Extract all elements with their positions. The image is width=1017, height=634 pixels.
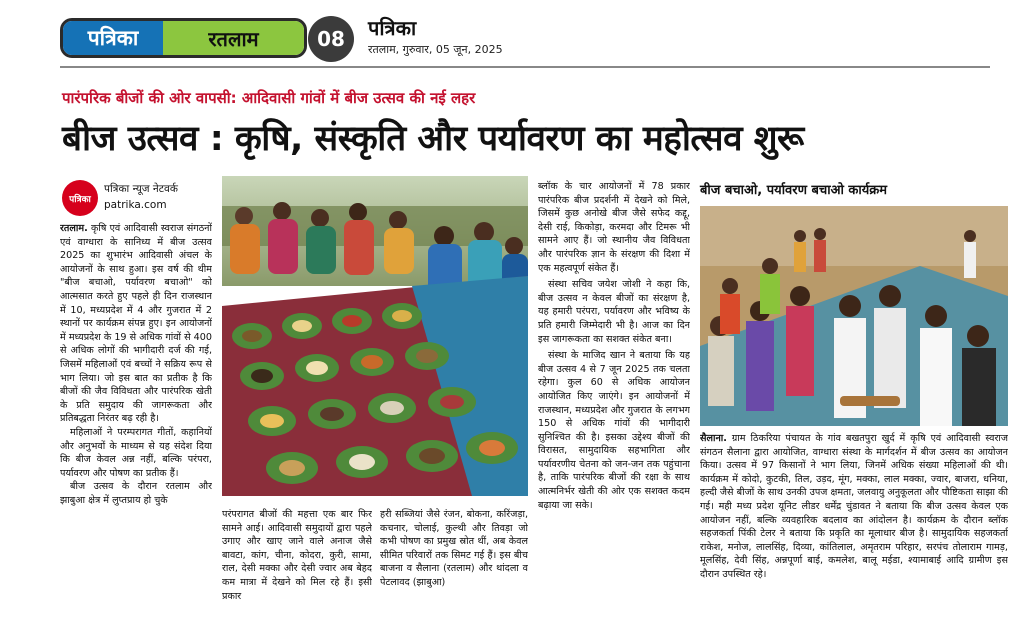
col1-paragraph-3: बीज उत्सव के दौरान रतलाम और झाबुआ क्षेत्र में लुप्तप्राय हो चुके: [60, 481, 212, 506]
photo-story-title: बीज बचाओ, पर्यावरण बचाओ कार्यक्रम: [700, 183, 888, 198]
article-column-1: [60, 222, 212, 632]
article-headline: बीज उत्सव : कृषि, संस्कृति और पर्यावरण का महोत्सव शुरू: [62, 119, 804, 159]
byline-site: patrika.com: [104, 199, 167, 211]
seed-festival-photo-image: [222, 176, 528, 496]
byline-logo: पत्रिका: [62, 180, 98, 216]
col1-dateline: रतलाम.: [60, 223, 88, 234]
col4-paragraph-3: संस्था के माजिद खान ने बताया कि यह बीज उत्सव 4 से 7 जून 2025 तक चलता रहेगा। कुल 60 से अधिक आयोजन आयोजित किए जाएंगे। इन आयोजनों में राजस्थान, मध्यप्रदेश और गुजरात के लगभग 150 से अधिक गांवों की भागीदारी सुनिश्चित की है। इसका उद्देश्य बीजों की विरासत, सामुदायिक सहभागिता और पर्यावरणीय चेतना को जन-जन तक पहुंचाना है, ताकि पारंपरिक बीजों की रक्षा के साथ आत्मनिर्भर खेती की ओर एक सशक्त कदम बढ़ाया जा सके।: [538, 350, 690, 511]
dateline: रतलाम, गुरुवार, 05 जून, 2025: [368, 43, 503, 56]
caption-dateline: सैलाना.: [700, 433, 727, 444]
village-seed-event-photo: [700, 206, 1008, 426]
brand-secondary: पत्रिका: [368, 16, 417, 40]
article-column-4: [538, 180, 690, 632]
page-number-badge: 08: [308, 16, 354, 62]
col4-paragraph-1: ब्लॉक के चार आयोजनों में 78 प्रकार पारंपरिक बीज प्रदर्शनी में देखने को मिले, जिसमें कुछ अनोखे बीज जैसे सफेद कद्दू, देसी राई, किकोड़ा, करमदा और टिमरू भी सामने आए हैं। जो स्थानीय जैव विविधता और पारंपरिक ज्ञान के संरक्षण की दिशा में एक महत्वपूर्ण संकेत हैं।: [538, 181, 690, 274]
col1-paragraph-2: महिलाओं ने परम्परागत गीतों, कहानियों और अनुभवों के माध्यम से यह संदेश दिया कि बीज केवल अन्न नहीं, बल्कि परंपरा, पर्यावरण और पोषण का प्रतीक हैं।: [60, 426, 212, 479]
photo-story-caption: [700, 432, 1008, 632]
article-column-2: परंपरागत बीजों की महत्ता एक बार फिर सामने आई। आदिवासी समुदायों द्वारा पहले उगाए और खाए जाने वाले अनाज जैसे बावटा, कांग, चीना, कोदरा, कुरी, सामा, राल, देसी मक्का और देसी ज्वार अब बेहद कम मात्रा में देखने को मिल रहे हैं। इसी प्रकार: [222, 509, 372, 602]
village-seed-event-image: [700, 206, 1008, 426]
edition-label: रतलाम: [163, 21, 304, 55]
col4-paragraph-2: संस्था सचिव जयेश जोशी ने कहा कि, बीज उत्सव न केवल बीजों का संरक्षण है, यह हमारी परंपरा, पर्यावरण और भविष्य के प्रति हमारी जिम्मेदारी भी है। आज का दिन इस जागरूकता का सशक्त संकेत बना।: [538, 279, 690, 345]
caption-text: ग्राम ठिकरिया पंचायत के गांव बखतपुरा खुर्द में कृषि एवं आदिवासी स्वराज संगठन सैलाना द्वारा आयोजित, वाग्धारा संस्था के मार्गदर्शन में बीज उत्सव का आयोजन किया। उत्सव में 97 किसानों ने भाग लिया, जिनमें अधिक संख्या महिलाओं की थी। कार्यक्रम में कोदो, कुटकी, तिल, उड़द, मूंग, मक्का, लाल मक्का, ज्वार, बाजरा, धनिया, हल्दी जैसे बीजों के साथ उनकी उपज क्षमता, जलवायु अनुकूलता और पौष्टिकता साझा की गई। मही मध्य प्रदेश यूनिट लीडर धर्मेंद्र चुंडावत ने बताया कि बीज उत्सव केवल एक आयोजन नहीं, बल्कि व्यवहारिक बदलाव का आंदोलन है। कार्यक्रम के दौरान ब्लॉक सहजकर्ता पिंकी टेलर ने बताया कि प्रकृति का मूलाधार बीज है। सामुदायिक सहजकर्ता राकेश, मनोज, लालसिंह, दिव्या, कांतिलाल, अमृतराम परिहार, सरपंच तोलाराम गामड़, मूलसिंह, देवी सिंह, अन्नपूर्णा बाई, कमलेश, बालू मईडा, श्यामाबाई आदि ग्रामीण इस दौरान उपस्थित रहे।: [700, 433, 1008, 580]
byline-name: पत्रिका न्यूज नेटवर्क: [104, 183, 178, 195]
brand-label: पत्रिका: [63, 21, 163, 55]
masthead-divider: [60, 66, 990, 68]
article-kicker: पारंपरिक बीजों की ओर वापसी: आदिवासी गांवों में बीज उत्सव की नई लहर: [62, 89, 476, 107]
masthead-logo: [60, 18, 307, 58]
col1-paragraph-1: कृषि एवं आदिवासी स्वराज संगठनों एवं वाग्धारा के सानिध्य में बीज उत्सव 2025 का शुभारंभ आदिवासी अंचल के आयोजनों के साथ हुआ। इस वर्ष की थीम "बीज बचाओ, पर्यावरण बचाओ" को आत्मसात करते हुए पहले ही दिन राजस्थान में 10, मध्यप्रदेश में 4 और गुजरात में 2 स्थानों पर कार्यक्रम संपन्न हुए। इन आयोजनों में मध्यप्रदेश के 19 से अधिक गांवों से 400 से अधिक लोगों की भागीदारी दर्ज की गई, जिसमें महिलाओं एवं बच्चों ने सक्रिय रूप से भाग लिया। जो इस बात का प्रतीक है कि बीजों की जैव विविधता और पारंपरिक खेती के प्रति समुदाय की जागरूकता और प्रतिबद्धता निरंतर बढ़ रही है।: [60, 223, 212, 425]
seed-festival-photo: [222, 176, 528, 496]
article-column-3: हरी सब्जियां जैसे रंजन, बोकना, करिंजड़ा, कचनार, चोलाई, कुल्थी और तिवड़ा जो कभी पोषण का प्रमुख स्रोत थीं, अब केवल सीमित परिवारों तक सिमट गई हैं। इस बीच बाजना व सैलाना (रतलाम) और थांदला व पेटलावद (झाबुआ): [380, 509, 528, 588]
